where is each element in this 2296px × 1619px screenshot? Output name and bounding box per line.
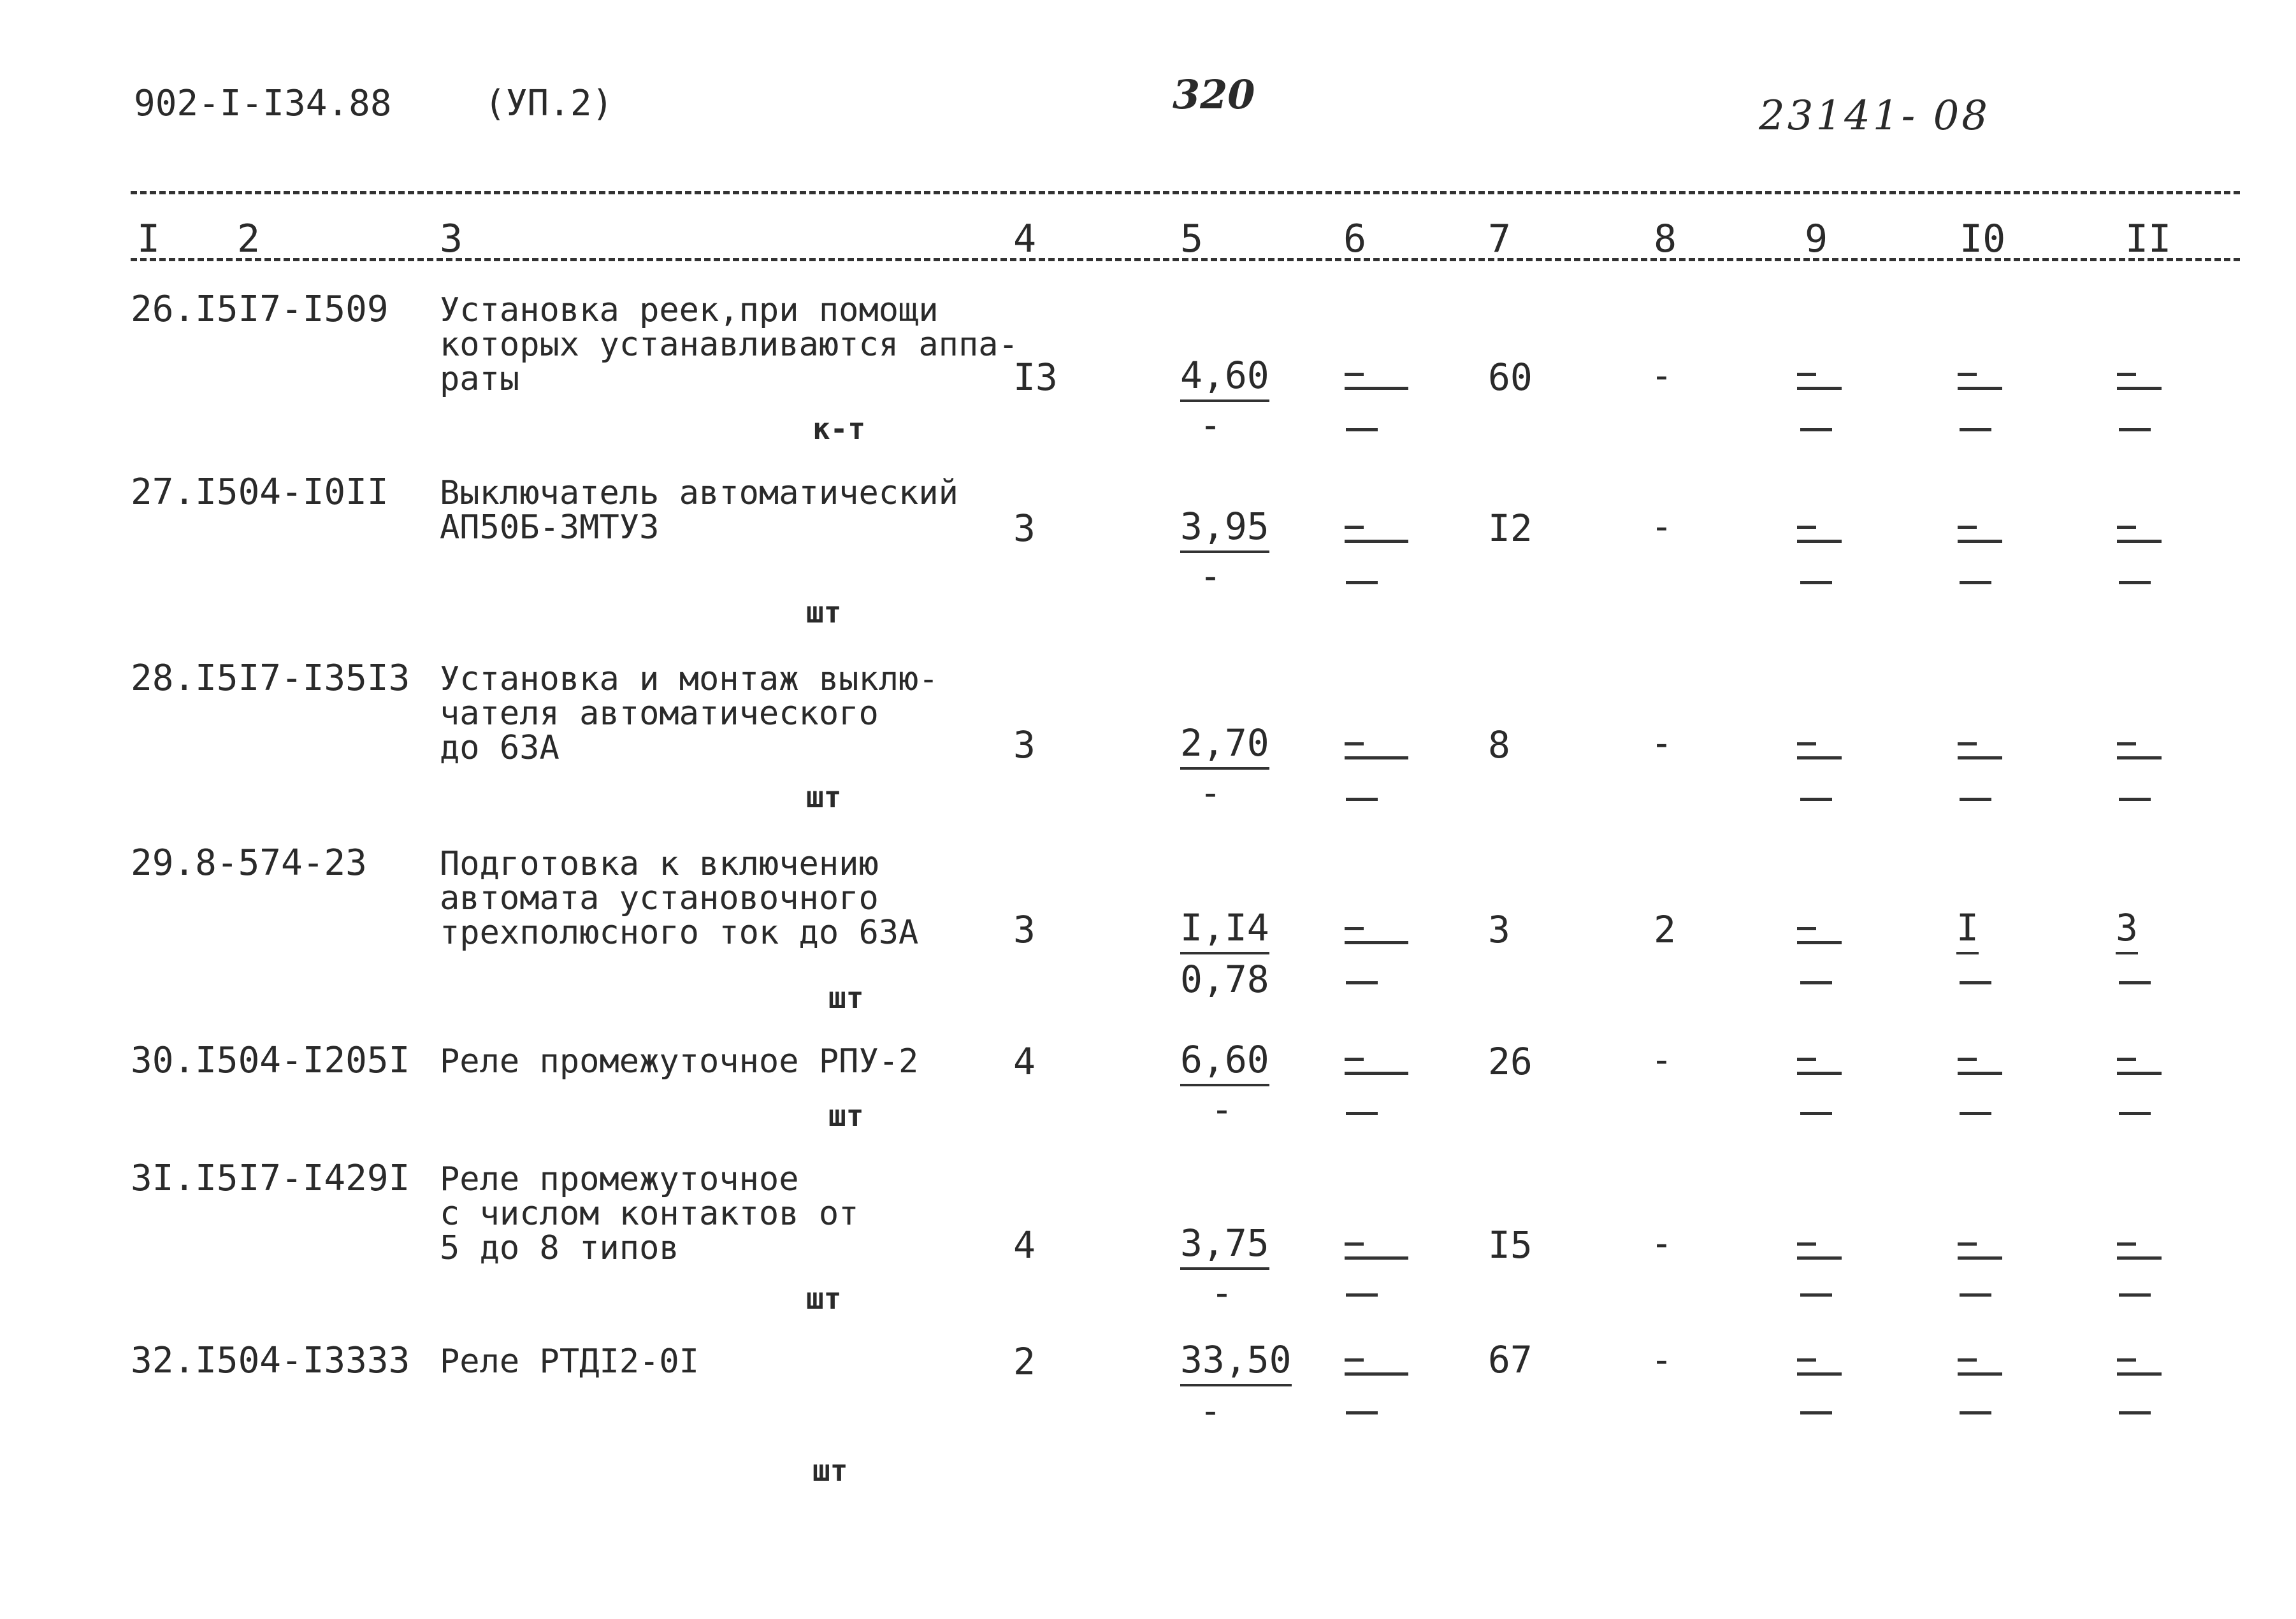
row-unit-cost: 6,60 bbox=[1180, 1038, 1269, 1086]
row-unit-cost-bottom: - bbox=[1199, 771, 1222, 814]
col9-dash bbox=[1800, 1112, 1832, 1115]
col11-dash bbox=[2119, 1411, 2151, 1414]
row-col7-value: 3 bbox=[1488, 908, 1510, 951]
row-description: Реле РТДI2-0I bbox=[440, 1342, 699, 1381]
col-number-1: I bbox=[137, 217, 161, 261]
row-unit-cost-bottom: - bbox=[1199, 1389, 1222, 1432]
row-quantity: I3 bbox=[1013, 356, 1058, 399]
row-unit-cost-bottom: - bbox=[1211, 1088, 1233, 1131]
col10-dash bbox=[1960, 981, 1991, 984]
col11-fraction-mark bbox=[2117, 742, 2184, 768]
row-col8-value: - bbox=[1650, 1338, 1673, 1381]
row-position-code: 28.I5I7-I35I3 bbox=[131, 658, 410, 699]
col10-dash bbox=[1960, 428, 1991, 431]
col6-dash bbox=[1346, 1293, 1378, 1297]
row-position-code: 32.I504-I3333 bbox=[131, 1340, 410, 1381]
row-col8-value: 2 bbox=[1654, 908, 1676, 951]
top-dashed-rule bbox=[131, 191, 2240, 194]
row-unit-cost: 33,50 bbox=[1180, 1338, 1292, 1386]
col6-fraction-mark bbox=[1345, 1358, 1412, 1384]
col11-dash bbox=[2119, 798, 2151, 801]
col11-dash bbox=[2119, 1112, 2151, 1115]
row-quantity: 4 bbox=[1013, 1040, 1036, 1083]
row-col8-value: - bbox=[1650, 1038, 1673, 1081]
col6-fraction-mark bbox=[1345, 526, 1412, 551]
col-number-8: 8 bbox=[1654, 217, 1677, 261]
col11-fraction-mark bbox=[2117, 526, 2184, 551]
row-unit: шт bbox=[806, 1281, 842, 1316]
col10-fraction-mark bbox=[1958, 526, 2025, 551]
row-description: Реле промежуточное РПУ-2 bbox=[440, 1042, 919, 1081]
row-unit-cost-bottom: 0,78 bbox=[1180, 958, 1269, 1001]
row-description: Установка реек,при помощи которых устанавливаются аппа- раты bbox=[440, 291, 1018, 398]
col6-fraction-mark bbox=[1345, 1058, 1412, 1083]
row-unit: шт bbox=[806, 780, 842, 814]
col10-dash bbox=[1960, 1293, 1991, 1297]
col-number-10: I0 bbox=[1960, 217, 2006, 261]
col6-fraction-mark bbox=[1345, 1242, 1412, 1268]
col9-fraction-mark bbox=[1797, 1242, 1864, 1268]
row-position-code: 26.I5I7-I509 bbox=[131, 289, 389, 330]
col11-dash bbox=[2119, 981, 2151, 984]
col10-dash bbox=[1960, 1112, 1991, 1115]
col10-dash bbox=[1960, 798, 1991, 801]
col10-fraction-mark bbox=[1958, 742, 2025, 768]
col-number-5: 5 bbox=[1180, 217, 1204, 261]
row-col7-value: 8 bbox=[1488, 723, 1510, 766]
row-position-code: 30.I504-I205I bbox=[131, 1040, 410, 1081]
row-col8-value: - bbox=[1650, 354, 1673, 397]
row-col7-value: 60 bbox=[1488, 356, 1533, 399]
row-quantity: 3 bbox=[1013, 723, 1036, 766]
col-number-2: 2 bbox=[237, 217, 261, 261]
col-number-11: II bbox=[2125, 217, 2172, 261]
col6-dash bbox=[1346, 581, 1378, 584]
row-unit-cost: 3,95 bbox=[1180, 505, 1269, 553]
col6-dash bbox=[1346, 798, 1378, 801]
row-description: Установка и монтаж выклю- чателя автоматического до 63А bbox=[440, 660, 939, 767]
row-unit-cost: 3,75 bbox=[1180, 1221, 1269, 1270]
col9-fraction-mark bbox=[1797, 1058, 1864, 1083]
row-quantity: 4 bbox=[1013, 1223, 1036, 1267]
row-quantity: 3 bbox=[1013, 507, 1036, 550]
row-col8-value: - bbox=[1650, 721, 1673, 765]
col9-dash bbox=[1800, 581, 1832, 584]
section-label: (УП.2) bbox=[484, 83, 614, 124]
col9-fraction-mark bbox=[1797, 742, 1864, 768]
row-unit: шт bbox=[828, 981, 864, 1015]
row-unit-cost: 4,60 bbox=[1180, 354, 1269, 402]
row-col8-value: - bbox=[1650, 505, 1673, 548]
col9-dash bbox=[1800, 428, 1832, 431]
archive-number: 23141- 08 bbox=[1759, 92, 1990, 140]
row-description: Подготовка к включению автомата установочного трехполюсного ток до 63А bbox=[440, 845, 919, 952]
col9-dash bbox=[1800, 981, 1832, 984]
row-unit-cost: 2,70 bbox=[1180, 721, 1269, 770]
row-quantity: 2 bbox=[1013, 1340, 1036, 1383]
col11-fraction-mark bbox=[2117, 1242, 2184, 1268]
page-number: 320 bbox=[1173, 71, 1255, 118]
col11-fraction-mark bbox=[2117, 1058, 2184, 1083]
col-number-6: 6 bbox=[1343, 217, 1367, 261]
row-col10-value: I bbox=[1956, 906, 1979, 954]
row-unit: к-т bbox=[812, 412, 866, 446]
col6-fraction-mark bbox=[1345, 927, 1412, 953]
document-code: 902-I-I34.88 bbox=[134, 83, 392, 124]
row-col8-value: - bbox=[1650, 1221, 1673, 1265]
col6-fraction-mark bbox=[1345, 373, 1412, 398]
col6-dash bbox=[1346, 981, 1378, 984]
col11-dash bbox=[2119, 428, 2151, 431]
row-position-code: 27.I504-I0II bbox=[131, 471, 389, 513]
col6-dash bbox=[1346, 1411, 1378, 1414]
row-quantity: 3 bbox=[1013, 908, 1036, 951]
row-unit: шт bbox=[828, 1098, 864, 1133]
col11-dash bbox=[2119, 1293, 2151, 1297]
col9-fraction-mark bbox=[1797, 526, 1864, 551]
col10-fraction-mark bbox=[1958, 1358, 2025, 1384]
col-number-7: 7 bbox=[1488, 217, 1512, 261]
row-unit-cost: I,I4 bbox=[1180, 906, 1269, 954]
row-col7-value: 26 bbox=[1488, 1040, 1533, 1083]
row-unit: шт bbox=[806, 595, 842, 630]
row-col7-value: I2 bbox=[1488, 507, 1533, 550]
col11-fraction-mark bbox=[2117, 1358, 2184, 1384]
col10-dash bbox=[1960, 581, 1991, 584]
col9-fraction-mark bbox=[1797, 373, 1864, 398]
col11-dash bbox=[2119, 581, 2151, 584]
row-description: Выключатель автоматический АП50Б-3МТУ3 bbox=[440, 474, 958, 547]
row-description: Реле промежуточное с числом контактов от 5 до 8 типов bbox=[440, 1160, 859, 1267]
col10-fraction-mark bbox=[1958, 1242, 2025, 1268]
row-col11-value: 3 bbox=[2116, 906, 2138, 954]
col-number-3: 3 bbox=[440, 217, 463, 261]
col6-dash bbox=[1346, 1112, 1378, 1115]
row-col7-value: 67 bbox=[1488, 1338, 1533, 1381]
col9-fraction-mark bbox=[1797, 1358, 1864, 1384]
row-unit-cost-bottom: - bbox=[1199, 554, 1222, 598]
row-position-code: 29.8-574-23 bbox=[131, 842, 367, 884]
col10-fraction-mark bbox=[1958, 1058, 2025, 1083]
col9-dash bbox=[1800, 798, 1832, 801]
col10-dash bbox=[1960, 1411, 1991, 1414]
row-position-code: 3I.I5I7-I429I bbox=[131, 1158, 410, 1199]
col9-dash bbox=[1800, 1411, 1832, 1414]
row-unit-cost-bottom: - bbox=[1199, 403, 1222, 447]
col6-dash bbox=[1346, 428, 1378, 431]
col11-fraction-mark bbox=[2117, 373, 2184, 398]
row-col7-value: I5 bbox=[1488, 1223, 1533, 1267]
row-unit: шт bbox=[812, 1453, 848, 1488]
col9-dash bbox=[1800, 1293, 1832, 1297]
col9-fraction-mark bbox=[1797, 927, 1864, 953]
row-unit-cost-bottom: - bbox=[1211, 1271, 1233, 1314]
col-number-9: 9 bbox=[1805, 217, 1828, 261]
col6-fraction-mark bbox=[1345, 742, 1412, 768]
col10-fraction-mark bbox=[1958, 373, 2025, 398]
col-number-4: 4 bbox=[1013, 217, 1037, 261]
